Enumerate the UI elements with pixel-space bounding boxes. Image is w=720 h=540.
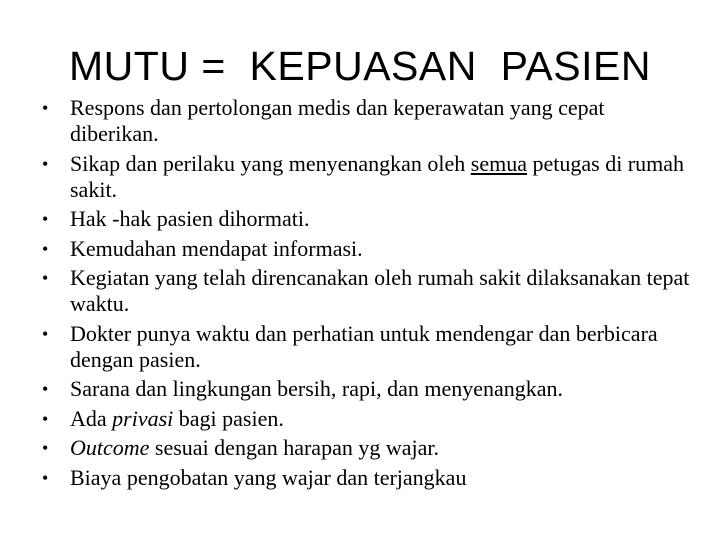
bullet-text-segment: Respons dan pertolongan medis dan keperawatan yang cepat diberikan. (70, 95, 605, 146)
bullet-item (40, 376, 690, 402)
bullet-item (40, 206, 690, 232)
bullet-dot-icon: • (42, 153, 49, 174)
bullet-dot-icon: • (42, 438, 49, 458)
bullet-text-segment: Outcome (70, 435, 150, 460)
bullet-dot-icon: • (42, 467, 49, 488)
bullet-item (40, 151, 690, 203)
bullet-item (40, 236, 690, 262)
bullet-text-segment: Sikap dan perilaku yang menyenangkan oleh (70, 150, 471, 176)
bullet-dot-icon: • (42, 408, 49, 429)
bullet-item (40, 321, 690, 373)
bullet-dot-icon: • (42, 209, 49, 229)
bullet-item (40, 265, 690, 317)
bullet-item (40, 95, 690, 147)
bullet-text-segment: sesuai dengan harapan yg wajar. (149, 435, 439, 460)
bullet-text-segment: Biaya pengobatan yang wajar dan terjangkau (70, 464, 467, 490)
bullet-text (70, 95, 605, 146)
bullet-dot-icon: • (42, 379, 49, 399)
bullet-item (40, 465, 690, 491)
bullet-dot-icon: • (42, 98, 49, 118)
bullet-text-segment: Kegiatan yang telah direncanakan oleh rumah sakit dilaksanakan tepat waktu. (70, 265, 690, 316)
bullet-text (70, 465, 466, 490)
slide-title: MUTU = KEPUASAN PASIEN (69, 43, 651, 89)
bullet-text-segment: petugas di rumah sakit. (70, 150, 685, 202)
bullet-text-segment: semua (470, 150, 527, 176)
bullet-text-segment: privasi (112, 405, 174, 431)
bullet-text (70, 265, 689, 316)
bullet-text-segment: Dokter punya waktu dan perhatian untuk mendengar dan berbicara dengan pasien. (70, 320, 658, 372)
bullet-text-segment: bagi pasien. (173, 405, 284, 431)
bullet-text (70, 206, 310, 231)
bullet-text (70, 376, 563, 401)
bullet-text-segment: Sarana dan lingkungan bersih, rapi, dan menyenangkan. (70, 376, 564, 401)
bullet-text (70, 321, 658, 372)
bullet-item (40, 435, 690, 461)
bullet-text-segment: Ada (70, 405, 113, 431)
bullet-text (70, 406, 284, 431)
bullet-dot-icon: • (42, 268, 49, 288)
bullet-text-segment: Hak -hak pasien dihormati. (70, 206, 310, 231)
bullet-text (70, 435, 439, 460)
bullet-text-segment: Kemudahan mendapat informasi. (70, 235, 363, 261)
bullet-text (70, 236, 363, 261)
bullet-list (40, 95, 690, 494)
bullet-dot-icon: • (42, 323, 49, 344)
bullet-text (70, 151, 684, 202)
bullet-item (40, 406, 690, 432)
bullet-dot-icon: • (42, 238, 49, 259)
